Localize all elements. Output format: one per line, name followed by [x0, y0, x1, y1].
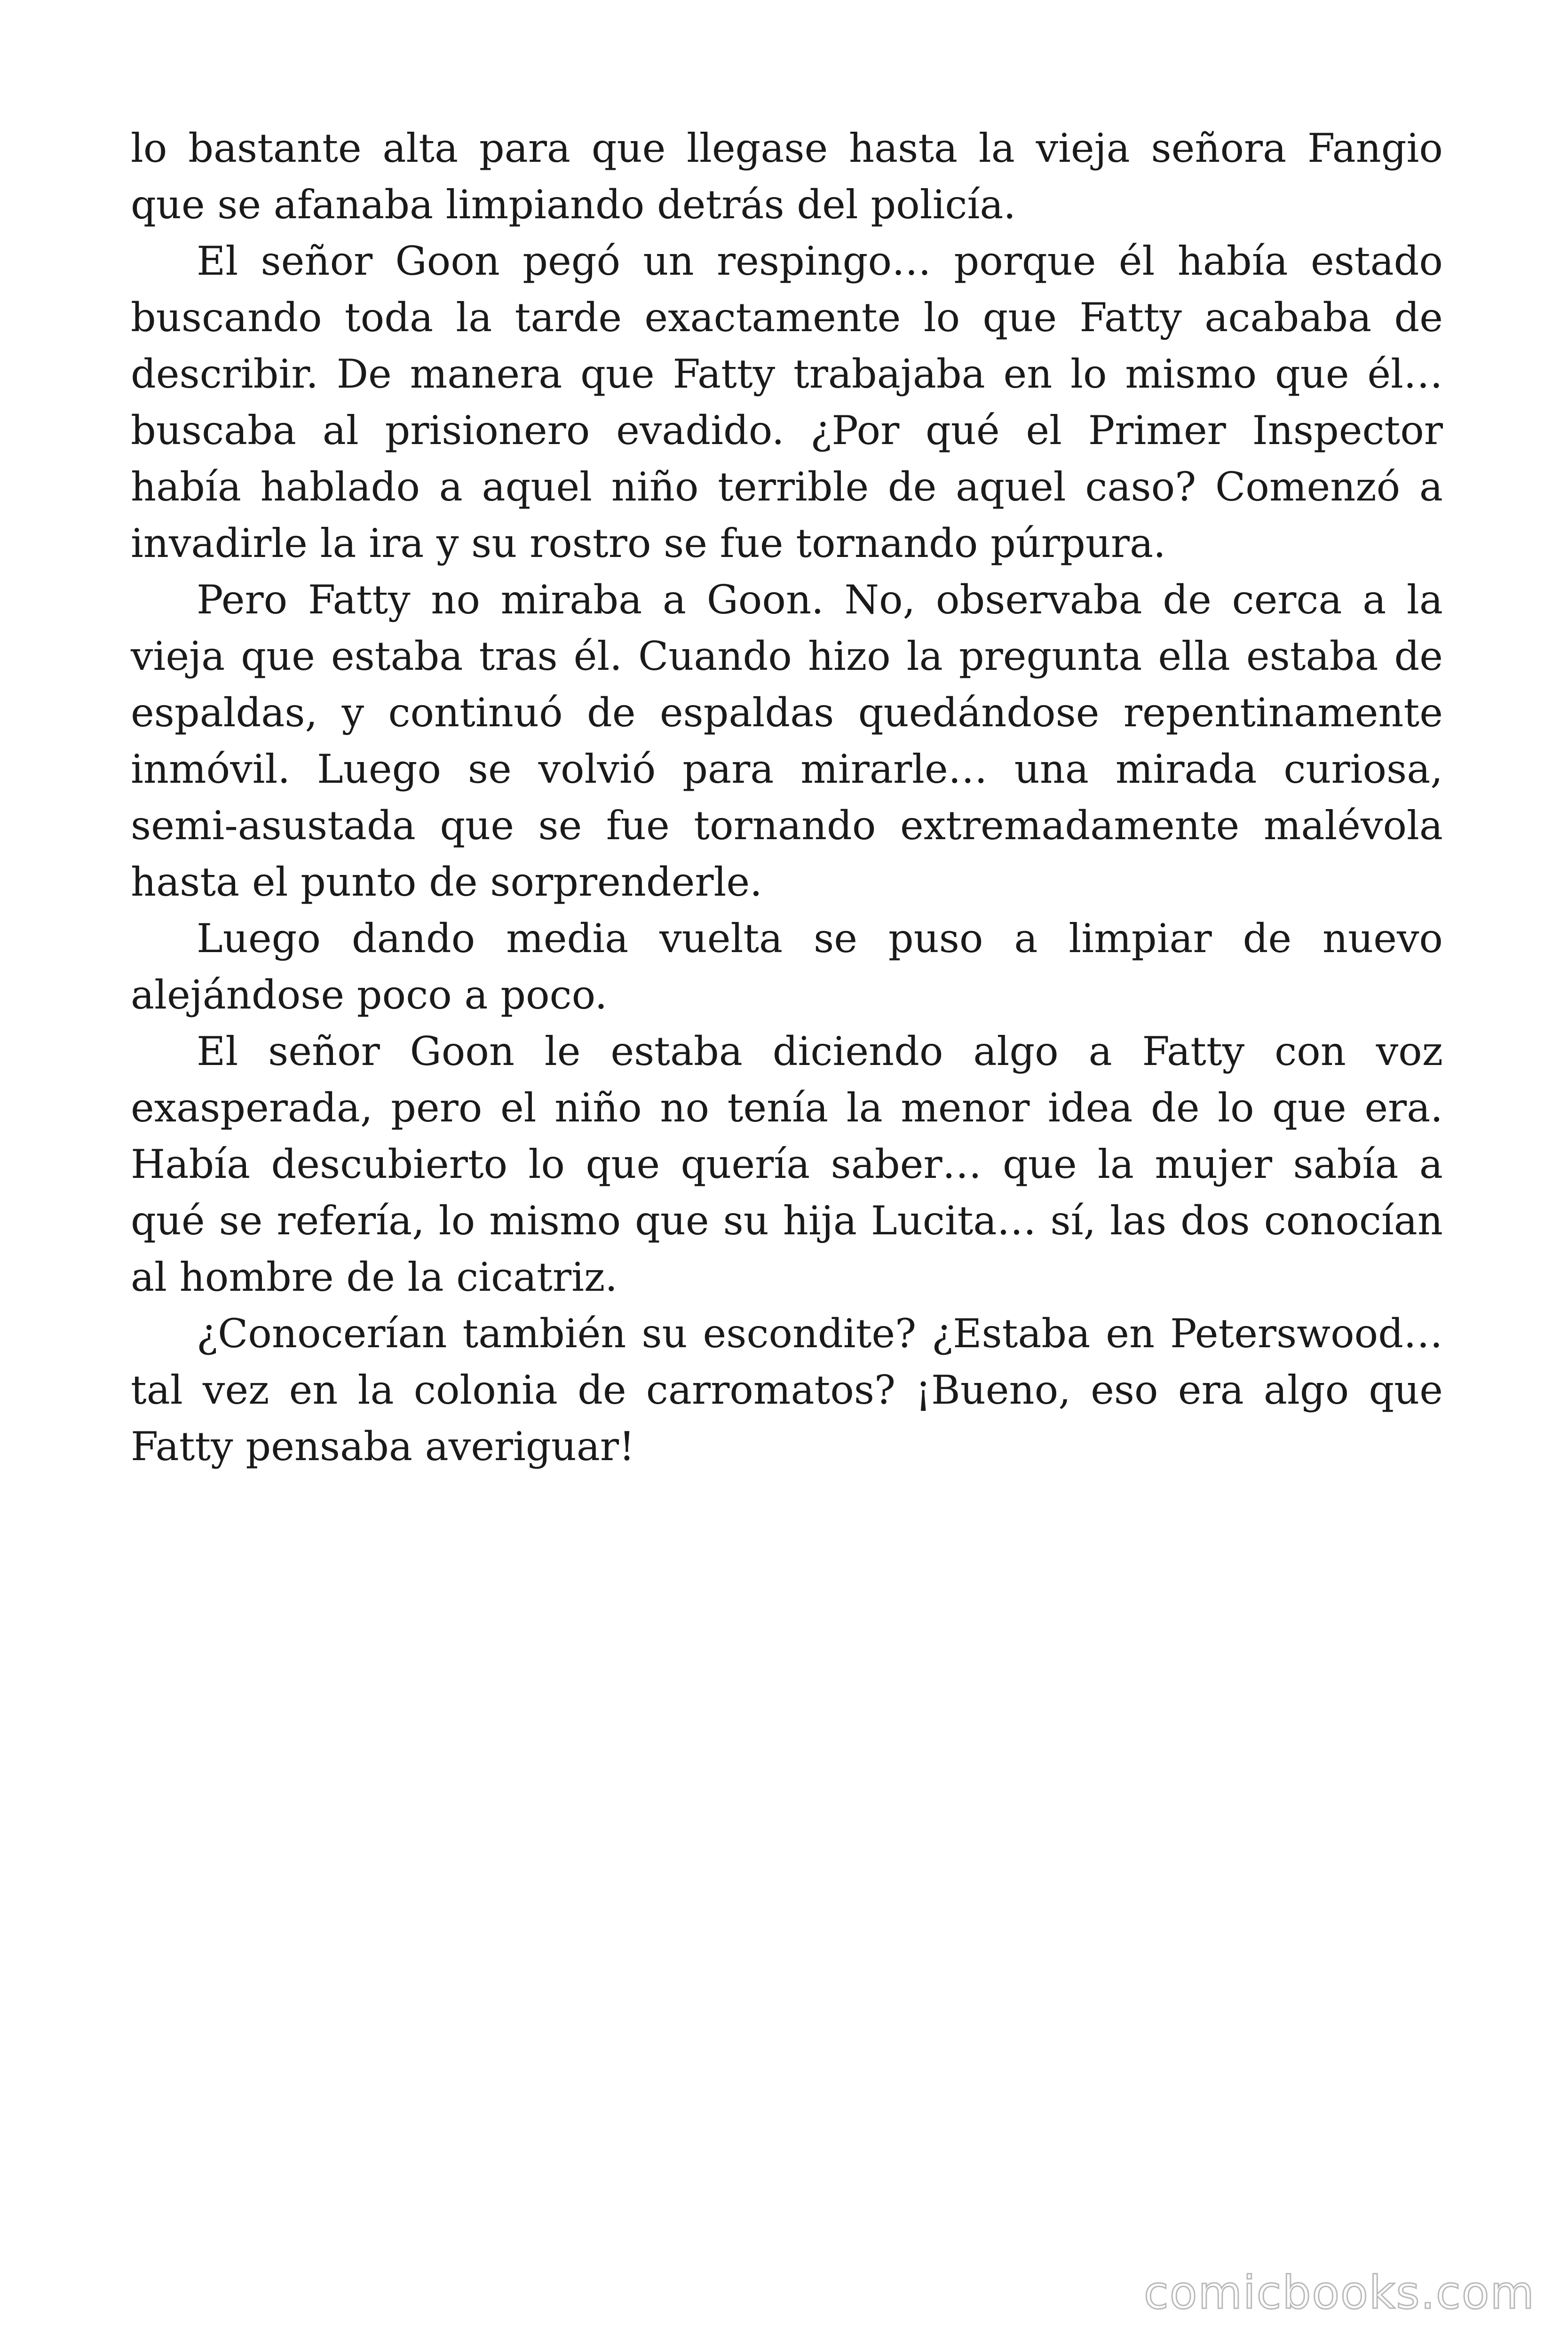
body-text	[131, 120, 1443, 1475]
paragraph-2: El señor Goon pegó un respingo… porque él había estado buscando toda la tarde exactamente lo que Fatty acababa de describir. De manera que Fatty trabajaba en lo mismo que él… buscaba al prisionero evadido. ¿Por qué el Primer Inspector había hablado a aquel niño terrible de aquel caso? Comenzó a invadirle la ira y su rostro se fue tornando púrpura.	[131, 238, 1443, 566]
watermark-text: comicbooks.com	[1143, 2266, 1535, 2319]
paragraph-4: Luego dando media vuelta se puso a limpiar de nuevo alejándose poco a poco.	[131, 915, 1443, 1018]
paragraph-5: El señor Goon le estaba diciendo algo a Fatty con voz exasperada, pero el niño no tenía la menor idea de lo que era. Había descubierto lo que quería saber… que la mujer sabía a qué se refería, lo mismo que su hija Lucita… sí, las dos conocían al hombre de la cicatriz.	[131, 1028, 1443, 1300]
paragraph-6: ¿Conocerían también su escondite? ¿Estaba en Peterswood… tal vez en la colonia de carromatos? ¡Bueno, eso era algo que Fatty pensaba averiguar!	[131, 1311, 1443, 1470]
paragraph-1: lo bastante alta para que llegase hasta la vieja señora Fangio que se afanaba limpiando detrás del policía.	[131, 125, 1443, 228]
paragraph-3: Pero Fatty no miraba a Goon. No, observaba de cerca a la vieja que estaba tras él. Cuando hizo la pregunta ella estaba de espaldas, y continuó de espaldas quedándose repentinamente inmóvil. Luego se volvió para mirarle… una mirada curiosa, semi-asustada que se fue tornando extremadamente malévola hasta el punto de sorprenderle.	[131, 577, 1443, 905]
